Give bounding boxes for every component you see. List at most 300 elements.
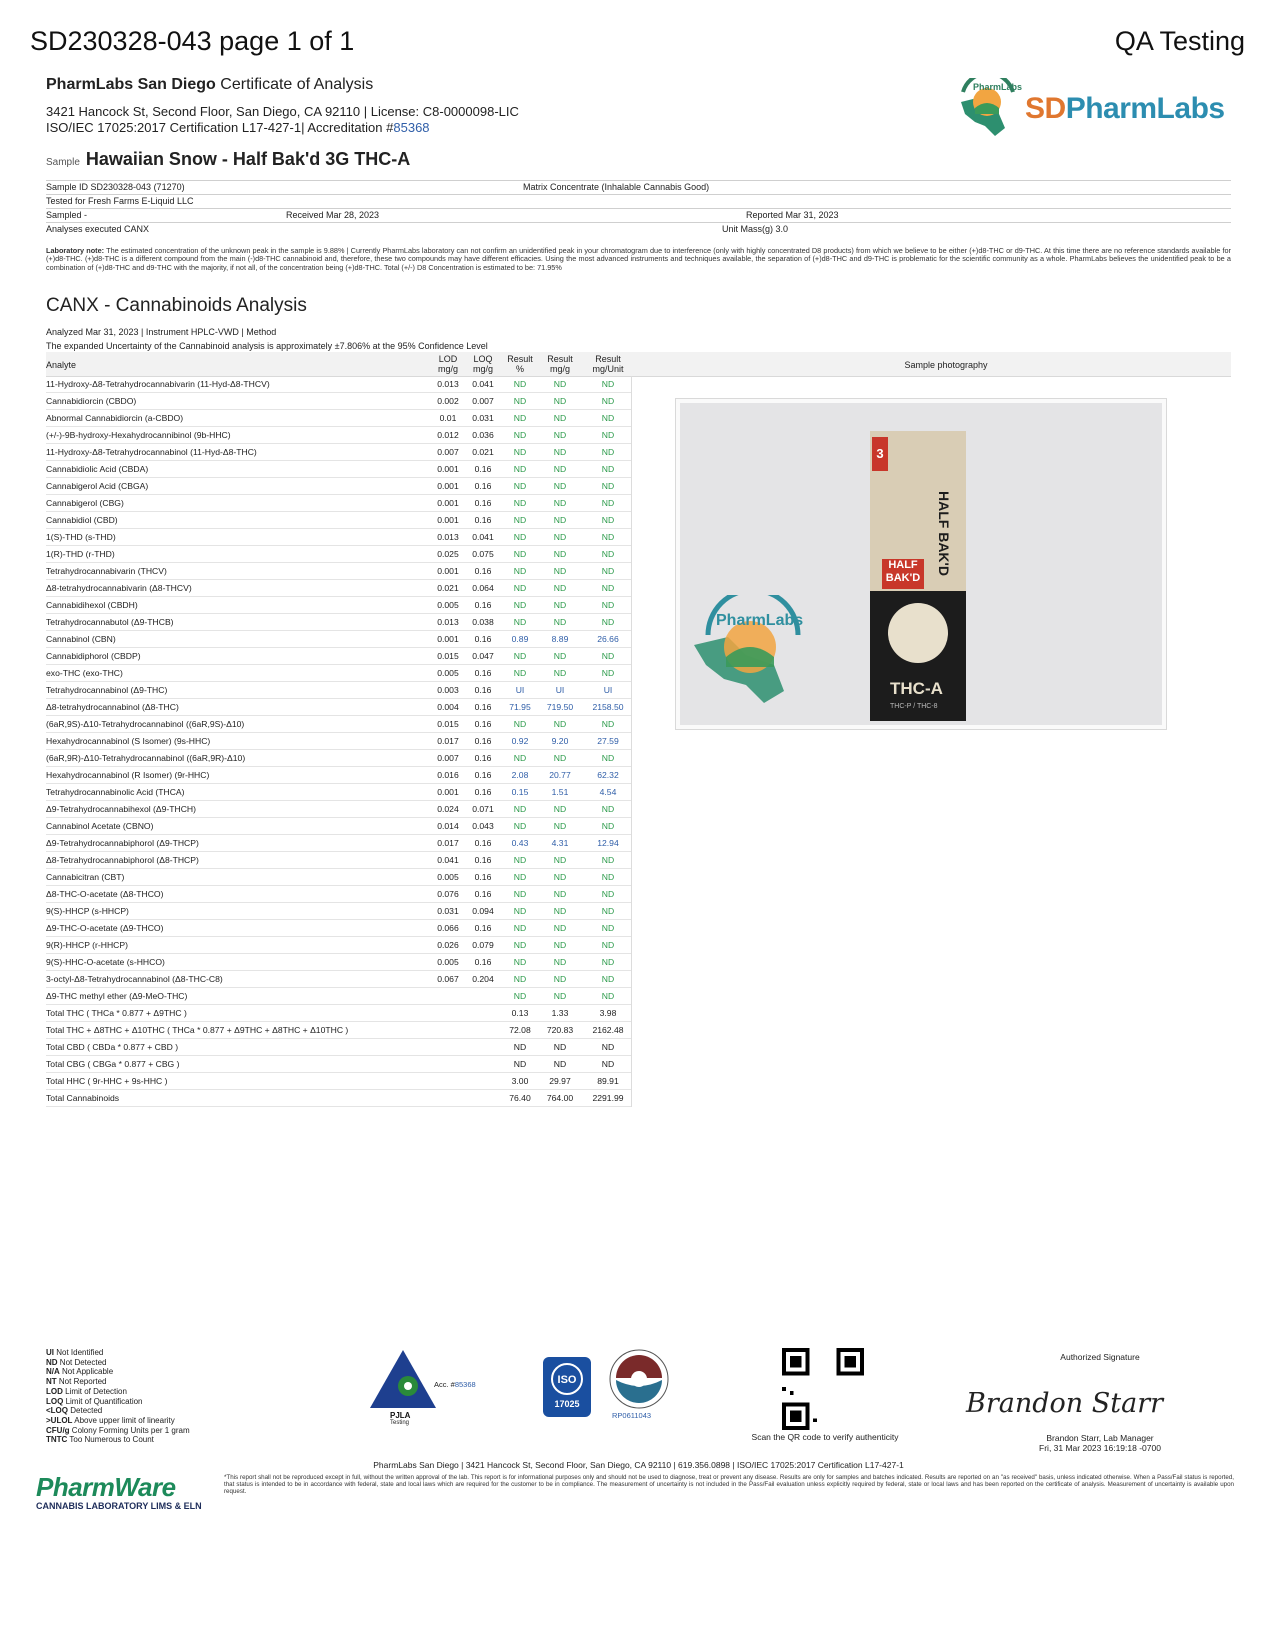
legend-item: CFU/g Colony Forming Units per 1 gram xyxy=(46,1425,190,1435)
analyte-name: Cannabidiorcin (CBDO) xyxy=(46,396,137,406)
table-row xyxy=(46,886,631,903)
loq-value: 0.16 xyxy=(474,685,492,695)
total-mg-per-unit: 3.98 xyxy=(599,1008,617,1018)
loq-value: 0.204 xyxy=(472,974,494,984)
result-percent: ND xyxy=(513,413,527,423)
analyte-name: Cannabinol Acetate (CBNO) xyxy=(46,821,154,831)
total-mg-per-unit: ND xyxy=(601,1059,615,1069)
table-row xyxy=(46,903,631,920)
result-percent: ND xyxy=(513,379,527,389)
svg-text:17025: 17025 xyxy=(554,1399,580,1409)
analyte-name: Δ8-Tetrahydrocannabiphorol (Δ8-THCP) xyxy=(46,855,199,865)
result-percent: ND xyxy=(513,804,527,814)
lod-value: 0.005 xyxy=(437,668,459,678)
result-percent: ND xyxy=(513,821,527,831)
iso-17025-badge xyxy=(543,1357,591,1417)
signatory-name: Brandon Starr, Lab Manager xyxy=(1046,1433,1154,1443)
table-row xyxy=(46,648,631,665)
qa-testing-label: QA Testing xyxy=(1114,26,1245,56)
loq-value: 0.16 xyxy=(474,787,492,797)
result-percent: ND xyxy=(513,991,527,1001)
product-package xyxy=(870,431,966,721)
result-mg-per-g: ND xyxy=(553,719,567,729)
uncertainty-line: The expanded Uncertainty of the Cannabinoid analysis is approximately ±7.806% at the 95% Confidence Level xyxy=(46,341,488,351)
loq-value: 0.16 xyxy=(474,566,492,576)
lod-value: 0.005 xyxy=(437,957,459,967)
total-row xyxy=(46,1005,631,1022)
result-mg-per-unit: ND xyxy=(601,464,615,474)
analyte-name: exo-THC (exo-THC) xyxy=(46,668,123,678)
california-logo-icon xyxy=(955,78,1025,140)
lod-value: 0.001 xyxy=(437,498,459,508)
table-row xyxy=(46,716,631,733)
result-mg-per-unit: ND xyxy=(601,855,615,865)
lod-value: 0.007 xyxy=(437,447,459,457)
result-percent: ND xyxy=(513,430,527,440)
result-mg-per-unit: ND xyxy=(601,413,615,423)
result-percent: ND xyxy=(513,668,527,678)
total-mg-per-g: ND xyxy=(553,1042,567,1052)
pharmware-tagline: CANNABIS LABORATORY LIMS & ELN xyxy=(36,1501,202,1511)
sample-name: Hawaiian Snow - Half Bak'd 3G THC-A xyxy=(85,149,411,169)
loq-value: 0.16 xyxy=(474,753,492,763)
iso-line: ISO/IEC 17025:2017 Certification L17-427-1| Accreditation #85368 xyxy=(46,120,430,135)
analyte-name: Cannabidiolic Acid (CBDA) xyxy=(46,464,149,474)
result-mg-per-g: 1.51 xyxy=(551,787,569,797)
analyte-name: (6aR,9S)-Δ10-Tetrahydrocannabinol ((6aR,9S)-Δ10) xyxy=(46,719,245,729)
loq-value: 0.16 xyxy=(474,515,492,525)
result-mg-per-g: ND xyxy=(553,396,567,406)
result-mg-per-g: ND xyxy=(553,515,567,525)
result-mg-per-unit: ND xyxy=(601,447,615,457)
result-percent: ND xyxy=(513,464,527,474)
result-percent: ND xyxy=(513,583,527,593)
analyte-name: Cannabigerol Acid (CBGA) xyxy=(46,481,149,491)
lod-value: 0.007 xyxy=(437,753,459,763)
table-row xyxy=(46,954,631,971)
result-mg-per-g: ND xyxy=(553,481,567,491)
analyte-name: (+/-)-9B-hydroxy-Hexahydrocannibinol (9b-HHC) xyxy=(46,430,231,440)
result-percent: ND xyxy=(513,515,527,525)
loq-value: 0.094 xyxy=(472,906,494,916)
loq-value: 0.047 xyxy=(472,651,494,661)
lod-value: 0.013 xyxy=(437,532,459,542)
loq-value: 0.064 xyxy=(472,583,494,593)
result-percent: 2.08 xyxy=(511,770,529,780)
result-mg-per-unit: ND xyxy=(601,396,615,406)
result-mg-per-unit: ND xyxy=(601,379,615,389)
result-mg-per-g: ND xyxy=(553,668,567,678)
lod-value: 0.021 xyxy=(437,583,459,593)
loq-value: 0.16 xyxy=(474,668,492,678)
result-percent: 0.92 xyxy=(511,736,529,746)
lod-value: 0.017 xyxy=(437,838,459,848)
result-mg-per-g: 4.31 xyxy=(551,838,569,848)
product-name: THC-A xyxy=(890,679,943,698)
total-mg-per-g: 1.33 xyxy=(551,1008,569,1018)
result-mg-per-g: ND xyxy=(553,821,567,831)
analyte-name: 9(S)-HHCP (s-HHCP) xyxy=(46,906,129,916)
loq-value: 0.075 xyxy=(472,549,494,559)
result-mg-per-g: ND xyxy=(553,804,567,814)
legend-item: ND Not Detected xyxy=(46,1357,107,1367)
lod-value: 0.004 xyxy=(437,702,459,712)
result-mg-per-unit: ND xyxy=(601,617,615,627)
sample-label: Sample xyxy=(46,157,80,168)
lod-value: 0.002 xyxy=(437,396,459,406)
pjla-triangle-icon xyxy=(368,1348,438,1420)
lod-value: 0.001 xyxy=(437,464,459,474)
col-sample-photo: Sample photography xyxy=(904,360,988,370)
analyte-name: 3-octyl-Δ8-Tetrahydrocannabinol (Δ8-THC-C8) xyxy=(46,974,223,984)
table-row xyxy=(46,937,631,954)
legend-item: LOQ Limit of Quantification xyxy=(46,1396,143,1406)
logo-wordmark: SDPharmLabs xyxy=(1025,92,1225,125)
result-mg-per-unit: ND xyxy=(601,481,615,491)
result-percent: 0.43 xyxy=(511,838,529,848)
svg-text:PharmLabs: PharmLabs xyxy=(973,82,1023,92)
tested-for: Tested for Fresh Farms E-Liquid LLC xyxy=(46,196,194,206)
loq-value: 0.16 xyxy=(474,855,492,865)
loq-value: 0.036 xyxy=(472,430,494,440)
result-percent: ND xyxy=(513,498,527,508)
analysis-meta xyxy=(46,325,488,353)
legend-item: UI Not Identified xyxy=(46,1348,104,1357)
signatory xyxy=(1005,1433,1195,1453)
analyte-name: Δ9-Tetrahydrocannabiphorol (Δ9-THCP) xyxy=(46,838,199,848)
lod-value: 0.067 xyxy=(437,974,459,984)
total-percent: 76.40 xyxy=(509,1093,531,1103)
total-mg-per-g: 764.00 xyxy=(546,1093,574,1103)
table-row xyxy=(46,376,631,393)
sdpharmlabs-logo xyxy=(955,78,1225,140)
lod-value: 0.024 xyxy=(437,804,459,814)
total-row xyxy=(46,1056,631,1073)
verification-qr-icon[interactable] xyxy=(782,1348,864,1430)
result-mg-per-unit: ND xyxy=(601,804,615,814)
table-row xyxy=(46,988,631,1005)
total-percent: 0.13 xyxy=(511,1008,529,1018)
result-mg-per-g: 719.50 xyxy=(546,702,574,712)
analyte-name: Abnormal Cannabidiorcin (a-CBDO) xyxy=(46,413,184,423)
lab-address xyxy=(46,104,519,136)
note-text: The estimated concentration of the unknown peak in the sample is 9.88% | Currently PharmLabs laboratory can not confirm an unidentified peak in your chromatogram due to interference (only with highly concentrated D8 products) from which we believe to be either (+)d8-THC or d9-THC. At this time there are no reference standards available for (+)d8-THC. (+)d8-THC is a different compound from the main (-)d8-THC cannabinoid and, therefore, these two compounds may have different efficacies. Using the most advanced instruments and techniques available, the separation of (+)d8-THC and d9-THC is problematic for the scientific community as a whole. PharmLabs believes the unidentified peak to be a combination of (+)d8-THC and d9-THC with the majority, if not all, of the concentration being (+)d8-THC. Total (+/-) D8 Concentration is estimated to be: 71.95% xyxy=(46,246,1231,272)
result-percent: ND xyxy=(513,481,527,491)
smiley-icon xyxy=(888,603,948,663)
result-mg-per-g: ND xyxy=(553,974,567,984)
sample-page-id: SD230328-043 page 1 of 1 xyxy=(30,26,355,56)
result-mg-per-g: ND xyxy=(553,583,567,593)
result-mg-per-g: ND xyxy=(553,549,567,559)
result-mg-per-g: ND xyxy=(553,855,567,865)
legend-item: NT Not Reported xyxy=(46,1377,107,1387)
footer-disclaimer: *This report shall not be reproduced except in full, without the written approval of the lab. This report is for informational purposes only and should not be used to diagnose, treat or prevent any disease. Results are only for samples and batches indicated. Results are reported on an "as received" basis, unless indicated otherwise. When a Pass/Fail status is reported, that status is intended to be in accordance with federal, state and local laws which are required for the customer to be in compliance. The measurement of uncertainty is not included in the Pass/Fail evaluation unless explicitly required by federal, state or local laws and has been reported on the certificate of analysis. Measurement of uncertainty is available upon request. xyxy=(224,1474,1234,1495)
loq-value: 0.16 xyxy=(474,838,492,848)
loq-value: 0.16 xyxy=(474,770,492,780)
result-mg-per-unit: ND xyxy=(601,600,615,610)
result-percent: ND xyxy=(513,872,527,882)
result-mg-per-g: ND xyxy=(553,651,567,661)
loq-value: 0.16 xyxy=(474,719,492,729)
result-percent: ND xyxy=(513,906,527,916)
table-row xyxy=(46,767,631,784)
total-row xyxy=(46,1022,631,1039)
result-mg-per-unit: ND xyxy=(601,566,615,576)
accreditation-link[interactable]: 85368 xyxy=(393,120,430,135)
total-mg-per-unit: 89.91 xyxy=(597,1076,619,1086)
analyte-name: Δ9-THC methyl ether (Δ9-MeO-THC) xyxy=(46,991,188,1001)
lod-value: 0.015 xyxy=(437,719,459,729)
lod-value: 0.012 xyxy=(437,430,459,440)
result-percent: ND xyxy=(513,532,527,542)
col-result-pct: Result % xyxy=(507,354,533,374)
address-line: 3421 Hancock St, Second Floor, San Diego, CA 92110 | License: C8-0000098-LIC xyxy=(46,104,519,119)
result-mg-per-g: ND xyxy=(553,872,567,882)
result-mg-per-g: ND xyxy=(553,464,567,474)
result-mg-per-unit: 27.59 xyxy=(597,736,619,746)
table-row xyxy=(46,427,631,444)
legend-item: >ULOL Above upper limit of linearity xyxy=(46,1415,175,1425)
result-mg-per-g: ND xyxy=(553,430,567,440)
legend-item: N/A Not Applicable xyxy=(46,1367,114,1377)
result-mg-per-g: ND xyxy=(553,447,567,457)
matrix: Matrix Concentrate (Inhalable Cannabis Good) xyxy=(523,182,710,192)
footer-address: PharmLabs San Diego | 3421 Hancock St, Second Floor, San Diego, CA 92110 | 619.356.0898 | ISO/IEC 17025:2017 Certification L17-427-1 xyxy=(373,1460,904,1470)
total-percent: 3.00 xyxy=(511,1076,529,1086)
result-mg-per-unit: ND xyxy=(601,515,615,525)
result-mg-per-g: ND xyxy=(553,940,567,950)
table-row xyxy=(46,971,631,988)
lod-value: 0.001 xyxy=(437,481,459,491)
lod-value: 0.01 xyxy=(439,413,457,423)
legend-item: LOD Limit of Detection xyxy=(46,1386,127,1396)
analyte-name: Δ8-THC-O-acetate (Δ8-THCO) xyxy=(46,889,164,899)
result-mg-per-unit: ND xyxy=(601,668,615,678)
table-row xyxy=(46,546,631,563)
result-mg-per-unit: 4.54 xyxy=(599,787,617,797)
svg-text:ISO: ISO xyxy=(557,1374,577,1386)
table-row xyxy=(46,784,631,801)
lab-heading xyxy=(46,76,373,94)
lod-value: 0.001 xyxy=(437,566,459,576)
analyte-name: Δ9-THC-O-acetate (Δ9-THCO) xyxy=(46,923,164,933)
loq-value: 0.16 xyxy=(474,481,492,491)
analyses-executed: Analyses executed CANX xyxy=(46,224,150,234)
loq-value: 0.16 xyxy=(474,600,492,610)
result-mg-per-unit: ND xyxy=(601,906,615,916)
lod-value: 0.025 xyxy=(437,549,459,559)
table-row xyxy=(46,750,631,767)
page-header xyxy=(30,26,1245,62)
pjla-acc: Acc. #85368 xyxy=(434,1380,476,1389)
signature-date: Fri, 31 Mar 2023 16:19:18 -0700 xyxy=(1039,1443,1161,1453)
result-mg-per-unit: ND xyxy=(601,974,615,984)
lod-value: 0.015 xyxy=(437,651,459,661)
table-row xyxy=(46,478,631,495)
table-row xyxy=(46,665,631,682)
analyte-name: Tetrahydrocannabivarin (THCV) xyxy=(46,566,167,576)
analyte-name: 11-Hydroxy-Δ8-Tetrahydrocannabinol (11-Hyd-Δ8-THC) xyxy=(46,447,257,457)
lod-value: 0.076 xyxy=(437,889,459,899)
analyte-name: 9(S)-HHC-O-acetate (s-HHCO) xyxy=(46,957,165,967)
result-mg-per-g: ND xyxy=(553,991,567,1001)
total-percent: ND xyxy=(513,1042,527,1052)
lod-value: 0.001 xyxy=(437,634,459,644)
sample-id: Sample ID SD230328-043 (71270) xyxy=(46,182,185,192)
table-row xyxy=(46,835,631,852)
total-row xyxy=(46,1073,631,1090)
col-loq: LOQ mg/g xyxy=(472,354,493,374)
loq-value: 0.043 xyxy=(472,821,494,831)
analyte-name: Hexahydrocannabinol (S Isomer) (9s-HHC) xyxy=(46,736,211,746)
reported: Reported Mar 31, 2023 xyxy=(746,210,839,220)
table-row xyxy=(46,733,631,750)
loq-value: 0.16 xyxy=(474,923,492,933)
loq-value: 0.031 xyxy=(472,413,494,423)
analyte-name: Cannabigerol (CBG) xyxy=(46,498,124,508)
result-percent: ND xyxy=(513,889,527,899)
result-mg-per-unit: ND xyxy=(601,719,615,729)
result-mg-per-unit: 2158.50 xyxy=(592,702,624,712)
result-percent: ND xyxy=(513,566,527,576)
total-label: Total HHC ( 9r-HHC + 9s-HHC ) xyxy=(46,1076,168,1086)
table-row xyxy=(46,631,631,648)
loq-value: 0.16 xyxy=(474,872,492,882)
total-mg-per-unit: ND xyxy=(601,1042,615,1052)
note-label: Laboratory note: xyxy=(46,246,105,255)
result-mg-per-unit: ND xyxy=(601,991,615,1001)
lod-value: 0.001 xyxy=(437,787,459,797)
col-lod: LOD mg/g xyxy=(437,354,458,374)
result-mg-per-g: 8.89 xyxy=(551,634,569,644)
signature-label: Authorized Signature xyxy=(1060,1352,1140,1362)
doc-type: Certificate of Analysis xyxy=(220,76,374,93)
loq-value: 0.041 xyxy=(472,379,494,389)
result-percent: ND xyxy=(513,617,527,627)
total-mg-per-g: 720.83 xyxy=(546,1025,574,1035)
table-row xyxy=(46,393,631,410)
lod-value: 0.005 xyxy=(437,600,459,610)
total-mg-per-unit: 2291.99 xyxy=(592,1093,624,1103)
result-mg-per-g: ND xyxy=(553,498,567,508)
loq-value: 0.16 xyxy=(474,736,492,746)
table-row xyxy=(46,682,631,699)
sample-title xyxy=(46,149,410,170)
result-mg-per-g: ND xyxy=(553,532,567,542)
table-row xyxy=(46,597,631,614)
col-result-mgg: Result mg/g xyxy=(547,354,573,374)
analyzed-line: Analyzed Mar 31, 2023 | Instrument HPLC-VWD | Method xyxy=(46,327,277,337)
badge-3: 3 xyxy=(872,437,888,471)
analyte-name: Cannabicitran (CBT) xyxy=(46,872,125,882)
sampled: Sampled - xyxy=(46,210,88,220)
total-label: Total Cannabinoids xyxy=(46,1093,120,1103)
doj-badge xyxy=(608,1348,670,1420)
total-mg-per-g: 29.97 xyxy=(549,1076,571,1086)
lod-value: 0.014 xyxy=(437,821,459,831)
lod-value: 0.026 xyxy=(437,940,459,950)
result-mg-per-unit: ND xyxy=(601,430,615,440)
analyte-name: Hexahydrocannabinol (R Isomer) (9r-HHC) xyxy=(46,770,210,780)
result-mg-per-unit: ND xyxy=(601,872,615,882)
table-row xyxy=(46,801,631,818)
total-label: Total THC + Δ8THC + Δ10THC ( THCa * 0.877 + Δ9THC + Δ8THC + Δ10THC ) xyxy=(46,1025,349,1035)
result-percent: ND xyxy=(513,651,527,661)
total-label: Total CBG ( CBGa * 0.877 + CBG ) xyxy=(46,1059,180,1069)
table-row xyxy=(46,869,631,886)
table-row xyxy=(46,495,631,512)
handwritten-signature-icon xyxy=(960,1372,1190,1428)
lod-value: 0.066 xyxy=(437,923,459,933)
result-percent: ND xyxy=(513,719,527,729)
table-row xyxy=(46,410,631,427)
analyte-name: Δ8-tetrahydrocannabivarin (Δ8-THCV) xyxy=(46,583,192,593)
result-percent: 71.95 xyxy=(509,702,531,712)
analyte-name: 1(S)-THD (s-THD) xyxy=(46,532,116,542)
results-table-header xyxy=(46,352,1231,377)
sample-photograph xyxy=(675,398,1167,730)
loq-value: 0.16 xyxy=(474,702,492,712)
result-percent: ND xyxy=(513,855,527,865)
result-percent: ND xyxy=(513,957,527,967)
analyte-name: Tetrahydrocannabutol (Δ9-THCB) xyxy=(46,617,174,627)
loq-value: 0.16 xyxy=(474,957,492,967)
brand-badge: HALF BAK'D xyxy=(882,559,924,589)
qr-caption: Scan the QR code to verify authenticity xyxy=(751,1432,899,1442)
svg-text:PharmLabs: PharmLabs xyxy=(716,612,804,629)
lod-value: 0.005 xyxy=(437,872,459,882)
lod-value: 0.031 xyxy=(437,906,459,916)
doj-seal-icon xyxy=(608,1348,670,1410)
col-analyte: Analyte xyxy=(46,360,77,370)
result-mg-per-g: ND xyxy=(553,413,567,423)
result-mg-per-g: 20.77 xyxy=(549,770,571,780)
lod-value: 0.041 xyxy=(437,855,459,865)
loq-value: 0.041 xyxy=(472,532,494,542)
result-percent: 0.89 xyxy=(511,634,529,644)
lod-value: 0.013 xyxy=(437,617,459,627)
loq-value: 0.16 xyxy=(474,634,492,644)
result-percent: ND xyxy=(513,923,527,933)
result-mg-per-unit: ND xyxy=(601,923,615,933)
analysis-title: CANX - Cannabinoids Analysis xyxy=(46,295,307,316)
analyte-name: Tetrahydrocannabinol (Δ9-THC) xyxy=(46,685,168,695)
sample-meta xyxy=(46,180,1231,236)
result-mg-per-g: UI xyxy=(555,685,565,695)
table-row xyxy=(46,444,631,461)
loq-value: 0.16 xyxy=(474,889,492,899)
result-percent: ND xyxy=(513,974,527,984)
svg-text:Brandon Starr: Brandon Starr xyxy=(966,1388,1164,1419)
lod-value: 0.001 xyxy=(437,515,459,525)
result-percent: ND xyxy=(513,447,527,457)
loq-value: 0.038 xyxy=(472,617,494,627)
brand-vertical: HALF BAK'D xyxy=(936,491,952,576)
unit-mass: Unit Mass(g) 3.0 xyxy=(722,224,789,234)
total-percent: ND xyxy=(513,1059,527,1069)
analyte-name: Δ8-tetrahydrocannabinol (Δ8-THC) xyxy=(46,702,179,712)
result-mg-per-unit: ND xyxy=(601,532,615,542)
result-mg-per-g: ND xyxy=(553,600,567,610)
table-row xyxy=(46,852,631,869)
result-percent: ND xyxy=(513,600,527,610)
doj-code: RP0611043 xyxy=(612,1411,652,1420)
analyte-name: Cannabidiphorol (CBDP) xyxy=(46,651,141,661)
loq-value: 0.007 xyxy=(472,396,494,406)
analyte-name: Cannabidiol (CBD) xyxy=(46,515,118,525)
analyte-name: Cannabinol (CBN) xyxy=(46,634,116,644)
legend-item: <LOQ Detected xyxy=(46,1406,103,1416)
